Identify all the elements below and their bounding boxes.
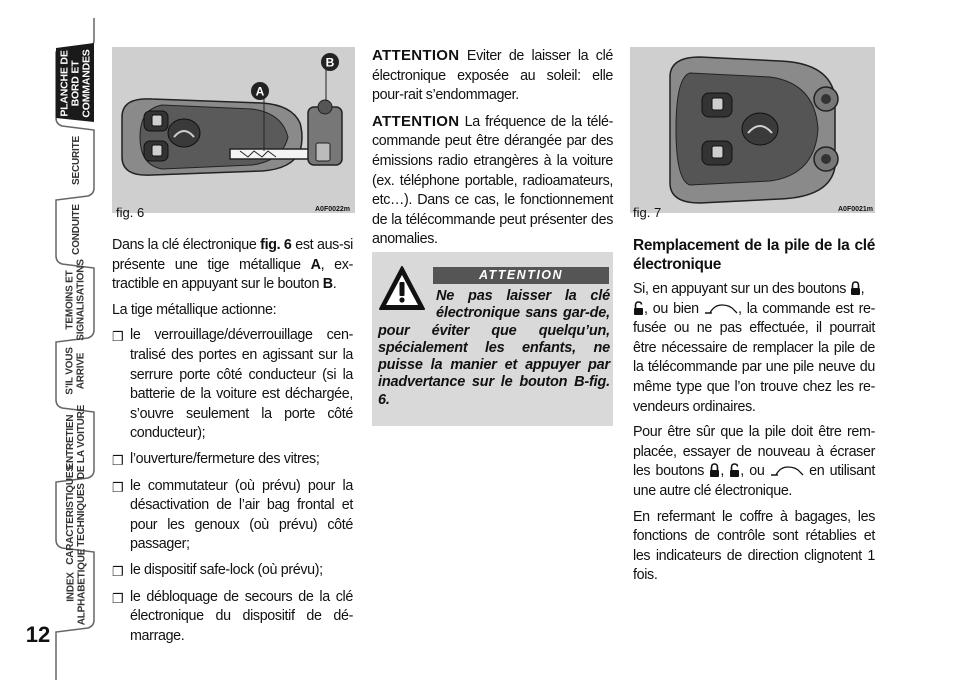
column-1-text — [112, 236, 353, 652]
tab-conduite[interactable] — [52, 196, 100, 262]
tab-temoins[interactable] — [52, 259, 100, 341]
battery-paragraph-2: Pour être sûr que la pile doit être rem-placée, essayer de nouveau à écraser les boutons , , ou en utilisant une autre clé électronique. — [633, 424, 875, 499]
attention-note-1: ATTENTION Eviter de laisser la clé électronique exposée au soleil: elle pour-rait s’endommager. — [372, 47, 613, 104]
checkbox-bullet-icon: ❒ — [112, 479, 124, 495]
tab-label: INDEX ALPHABETIQUE — [65, 548, 87, 626]
tab-index[interactable] — [52, 548, 100, 626]
tab-label: ENTRETIEN DE LA VOITURE — [65, 404, 88, 480]
key-fob-illustration — [630, 47, 875, 213]
car-trunk-icon — [704, 302, 738, 316]
car-trunk-icon — [770, 464, 804, 478]
checkbox-bullet-icon: ❒ — [112, 452, 124, 468]
list-item: ❒ le verrouillage/déverrouillage cen-tralisé des portes en agissant sur la serrure porte côté conducteur (si la batterie de la voiture est déchargée, s’ouvre seulement la porte côté conducteur); — [112, 326, 353, 444]
list-item: ❒ le commutateur (où prévu) pour la désactivation de l’air bag frontal et pour les genoux (où prévu) côté passager; — [112, 477, 353, 555]
figure-7-key-fob — [630, 47, 875, 213]
tab-planche-de-bord[interactable] — [52, 44, 100, 122]
tab-sil-vous-arrive[interactable] — [52, 338, 100, 404]
column-3-text — [633, 236, 875, 592]
figure-6-label: fig. 6 — [116, 205, 145, 220]
intro-paragraph: Dans la clé électronique fig. 6 est aus-si présente une tige métallique A, ex-tractible en appuyant sur le bouton B. — [112, 237, 354, 293]
blade-sub-heading: La tige métallique actionne: — [112, 301, 277, 318]
checkbox-bullet-icon: ❒ — [112, 563, 124, 579]
figure-6-key-with-blade — [112, 47, 355, 213]
warning-title: ATTENTION — [433, 267, 609, 284]
list-item: ❒ l’ouverture/fermeture des vitres; — [112, 450, 353, 471]
chapter-sidebar — [0, 0, 100, 692]
tab-securite[interactable] — [52, 124, 100, 196]
checkbox-bullet-icon: ❒ — [112, 329, 124, 345]
svg-text:B: B — [325, 55, 335, 70]
tab-label: TEMOINS ET SIGNALISATIONS — [65, 259, 87, 341]
padlock-closed-icon — [850, 281, 861, 296]
tab-caracteristiques[interactable] — [52, 465, 100, 565]
page-number: 12 — [25, 622, 51, 647]
tab-label: PLANCHE DE BORD ET COMMANDES — [58, 48, 93, 118]
battery-paragraph-3: En refermant le coffre à bagages, les fonctions de contrôle sont rétablies et les indicateurs de direction clignotent 1 fois. — [633, 508, 875, 584]
list-item: ❒ le dispositif safe-lock (où prévu); — [112, 561, 353, 582]
padlock-open-icon — [633, 301, 644, 316]
tab-label: S’IL VOUS ARRIVE — [64, 347, 87, 395]
list-item: ❒ le débloquage de secours de la clé électronique du dispositif de dé-marrage. — [112, 588, 353, 647]
tab-label: CONDUITE — [70, 203, 82, 255]
svg-text:A: A — [255, 84, 265, 99]
battery-paragraph-1: Si, en appuyant sur un des boutons , , ou bien , la commande est re-fusée ou ne pas effectuée, il pourrait être nécessaire de remplacer la pile de la télécommande par une pile neuve du même type que l’on trouve chez les re-vendeurs ordinaires. — [633, 281, 875, 415]
attention-note-2: ATTENTION La fréquence de la télé-commande peut être dérangée par des émissions radio etrangères à la voiture (ex. téléphone portable, radioamateurs, etc…). Dans ce cas, le fonctionnement de la télécommande peut présenter des anomalies. — [372, 112, 613, 248]
warning-text: Ne pas laisser la clé électronique sans gar-de, pour éviter que quelqu’un, spécialement les enfants, ne puisse la manier et appuyer par inadvertance sur le bouton B-fig. 6. — [378, 288, 610, 408]
tab-label: SECURITE — [70, 135, 82, 185]
padlock-open-icon — [729, 463, 740, 478]
key-blade-illustration — [112, 47, 355, 213]
figure-7-label: fig. 7 — [633, 205, 662, 220]
padlock-closed-icon — [709, 463, 720, 478]
tab-label: CARACTERISTIQUES TECHNIQUES — [65, 465, 87, 565]
battery-replacement-heading: Remplacement de la pile de la clé électronique — [633, 237, 875, 273]
checkbox-bullet-icon: ❒ — [112, 590, 124, 606]
figure-7-code: A0F0021m — [838, 206, 874, 213]
figure-6-code: A0F0022m — [315, 206, 351, 213]
column-2-text — [372, 46, 613, 256]
